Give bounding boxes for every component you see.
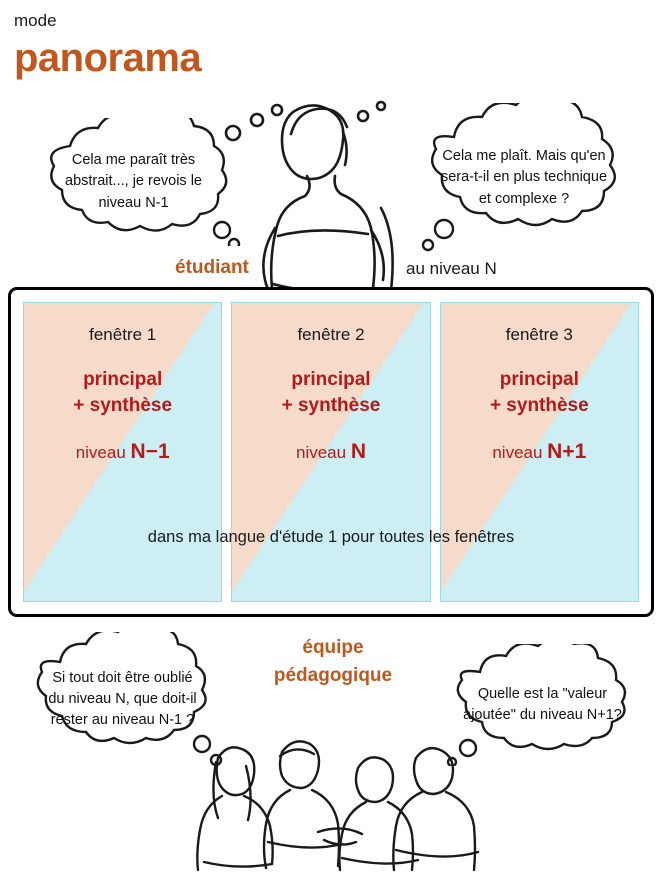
page-header [14,12,654,81]
window-title: fenêtre 2 [297,325,365,344]
team-illustration [172,722,492,879]
role-label-team-line2: pédagogique [273,664,393,686]
window-content-line1: principal [83,369,163,390]
window-level [232,440,429,464]
window-content-line1: principal [499,369,579,390]
bubble-text: Quelle est la "valeur ajoutée" du niveau N+1? [463,685,622,723]
window-card-1[interactable] [23,302,222,602]
window-title: fenêtre 3 [505,325,573,344]
bubble-text: Cela me paraît très abstrait..., je revois le niveau N-1 [65,152,202,211]
mode-label: mode [14,11,57,30]
role-label-team-line1: équipe [302,637,364,658]
window-level-value: N+1 [547,440,587,464]
window-level-prefix: niveau [75,443,131,463]
window-level [441,440,638,464]
role-label-student: étudiant [175,257,249,278]
window-title: fenêtre 1 [89,325,157,344]
window-level-prefix: niveau [295,443,351,463]
window-level-value: N−1 [130,440,170,464]
role-label-team [258,634,408,689]
bubble-text: Cela me plaît. Mais qu'en sera-t-il en plus technique et complexe ? [440,148,608,207]
windows-panel [8,287,654,617]
panel-footnote: dans ma langue d'étude 1 pour toutes les fenêtres [147,528,515,546]
page-title: panorama [14,35,202,80]
window-content-line2: + synthèse [281,394,381,416]
window-card-2[interactable] [231,302,430,602]
thought-bubble-student-left [26,118,241,246]
student-level-label: au niveau N [406,259,497,278]
window-content-line2: + synthèse [489,394,589,416]
window-level [24,440,221,464]
window-level-value: N [350,440,366,464]
window-content-line1: principal [291,369,371,390]
window-content-label [232,367,429,418]
window-content-label [24,367,221,418]
windows-row [23,302,639,602]
window-content-line2: + synthèse [73,394,173,416]
bubble-text: Si tout doit être oublié du niveau N, que doit-il rester au niveau N-1 ? [48,669,197,728]
window-card-3[interactable] [440,302,639,602]
window-content-label [441,367,638,418]
thought-bubble-student-right [414,103,634,253]
window-level-prefix: niveau [492,443,548,463]
